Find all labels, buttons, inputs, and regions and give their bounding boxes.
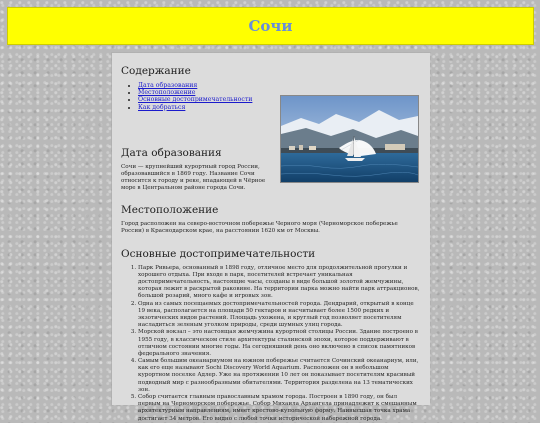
list-item: 4. Самым большим океанариумом на южном побережье считается Сочинский океанариум, или, как его еще называют Sochi Discovery World Aquarium. Расположен он в небольшом курортном поселке Адлер. Уже на протяжении 10 лет он показывает посетителям красивый подводный мир с разнообразными обитателями. Территория разделена на 13 тематических зон. [138,358,421,393]
founding-heading: Дата образования [121,147,222,159]
toc-link-sights[interactable]: Основные достопримечательности [138,96,253,104]
location-heading: Местоположение [121,204,219,217]
toc-item [138,82,421,89]
sailboat-photo [280,95,419,183]
list-item: 2. Одна из самых посещаемых достопримечательностей города. Дендрарий, открытый в конце 19 века, располагается на площади 50 гектаров и насчитывает более 1500 редких и экзотических видов растений. Площадь ухожена, и круглый год позволяет посетителям насладиться зеленым уголком природы, среди шумных улиц города. [138,301,421,329]
sights-list [121,265,421,423]
main-content [112,53,430,422]
location-text: Город расположен на северо-восточном побережье Черного моря (Черноморское побережье России) в Краснодарском крае, на расстоянии 1620 км от Москвы. [121,221,398,235]
sights-heading: Основные достопримечательности [121,247,316,260]
page-header [7,7,534,45]
toc-link-directions[interactable]: Как добраться [138,103,186,111]
toc-heading: Содержание [121,65,191,77]
page-title: Сочи [248,17,293,35]
toc-link-location[interactable]: Местоположение [138,89,196,97]
list-item: 5. Собор считается главным православным храмом города. Построен в 1890 году, он был первым на Черноморском побережье. Собор Михаила Архангела принадлежит к смешанным архитектурным направлениям, имеет крестово-купольную форму. Наивысшая точка храма достигает 34 метров. Его видно с любой точки исторической набережной города. [138,394,421,422]
top-block [121,65,421,157]
list-item: 1. Парк Ривьера, основанный в 1898 году, отличное место для продолжительной прогулки и хорошего отдыха. При входе в парк, посетителей встречает уникальная достопримечательность, настоящие часы, созданы в виде большой золотой жемчужины, которая лежит в раскрытой раковине. На территории парка можно найти парк аттракционов, большой розарий, много кафе и игровых зон. [138,265,421,300]
founding-text: Сочи — крупнейший курортный город России, образовавшийся в 1869 году. Название Сочи относится к городу и реке, впадающей в Чёрное море в Центральном районе города Сочи. [121,164,266,192]
list-item: 3. Морской вокзал – это настоящая жемчужина курортной столицы России. Здание построено в 1955 году, в классическом стиле архитектуры сталинской эпохи, которое поддерживают в отличном состоянии многие годы. На сегодняшний день оно включено в список памятников федерального значения. [138,329,421,357]
toc-link-founding[interactable]: Дата образования [138,82,198,89]
